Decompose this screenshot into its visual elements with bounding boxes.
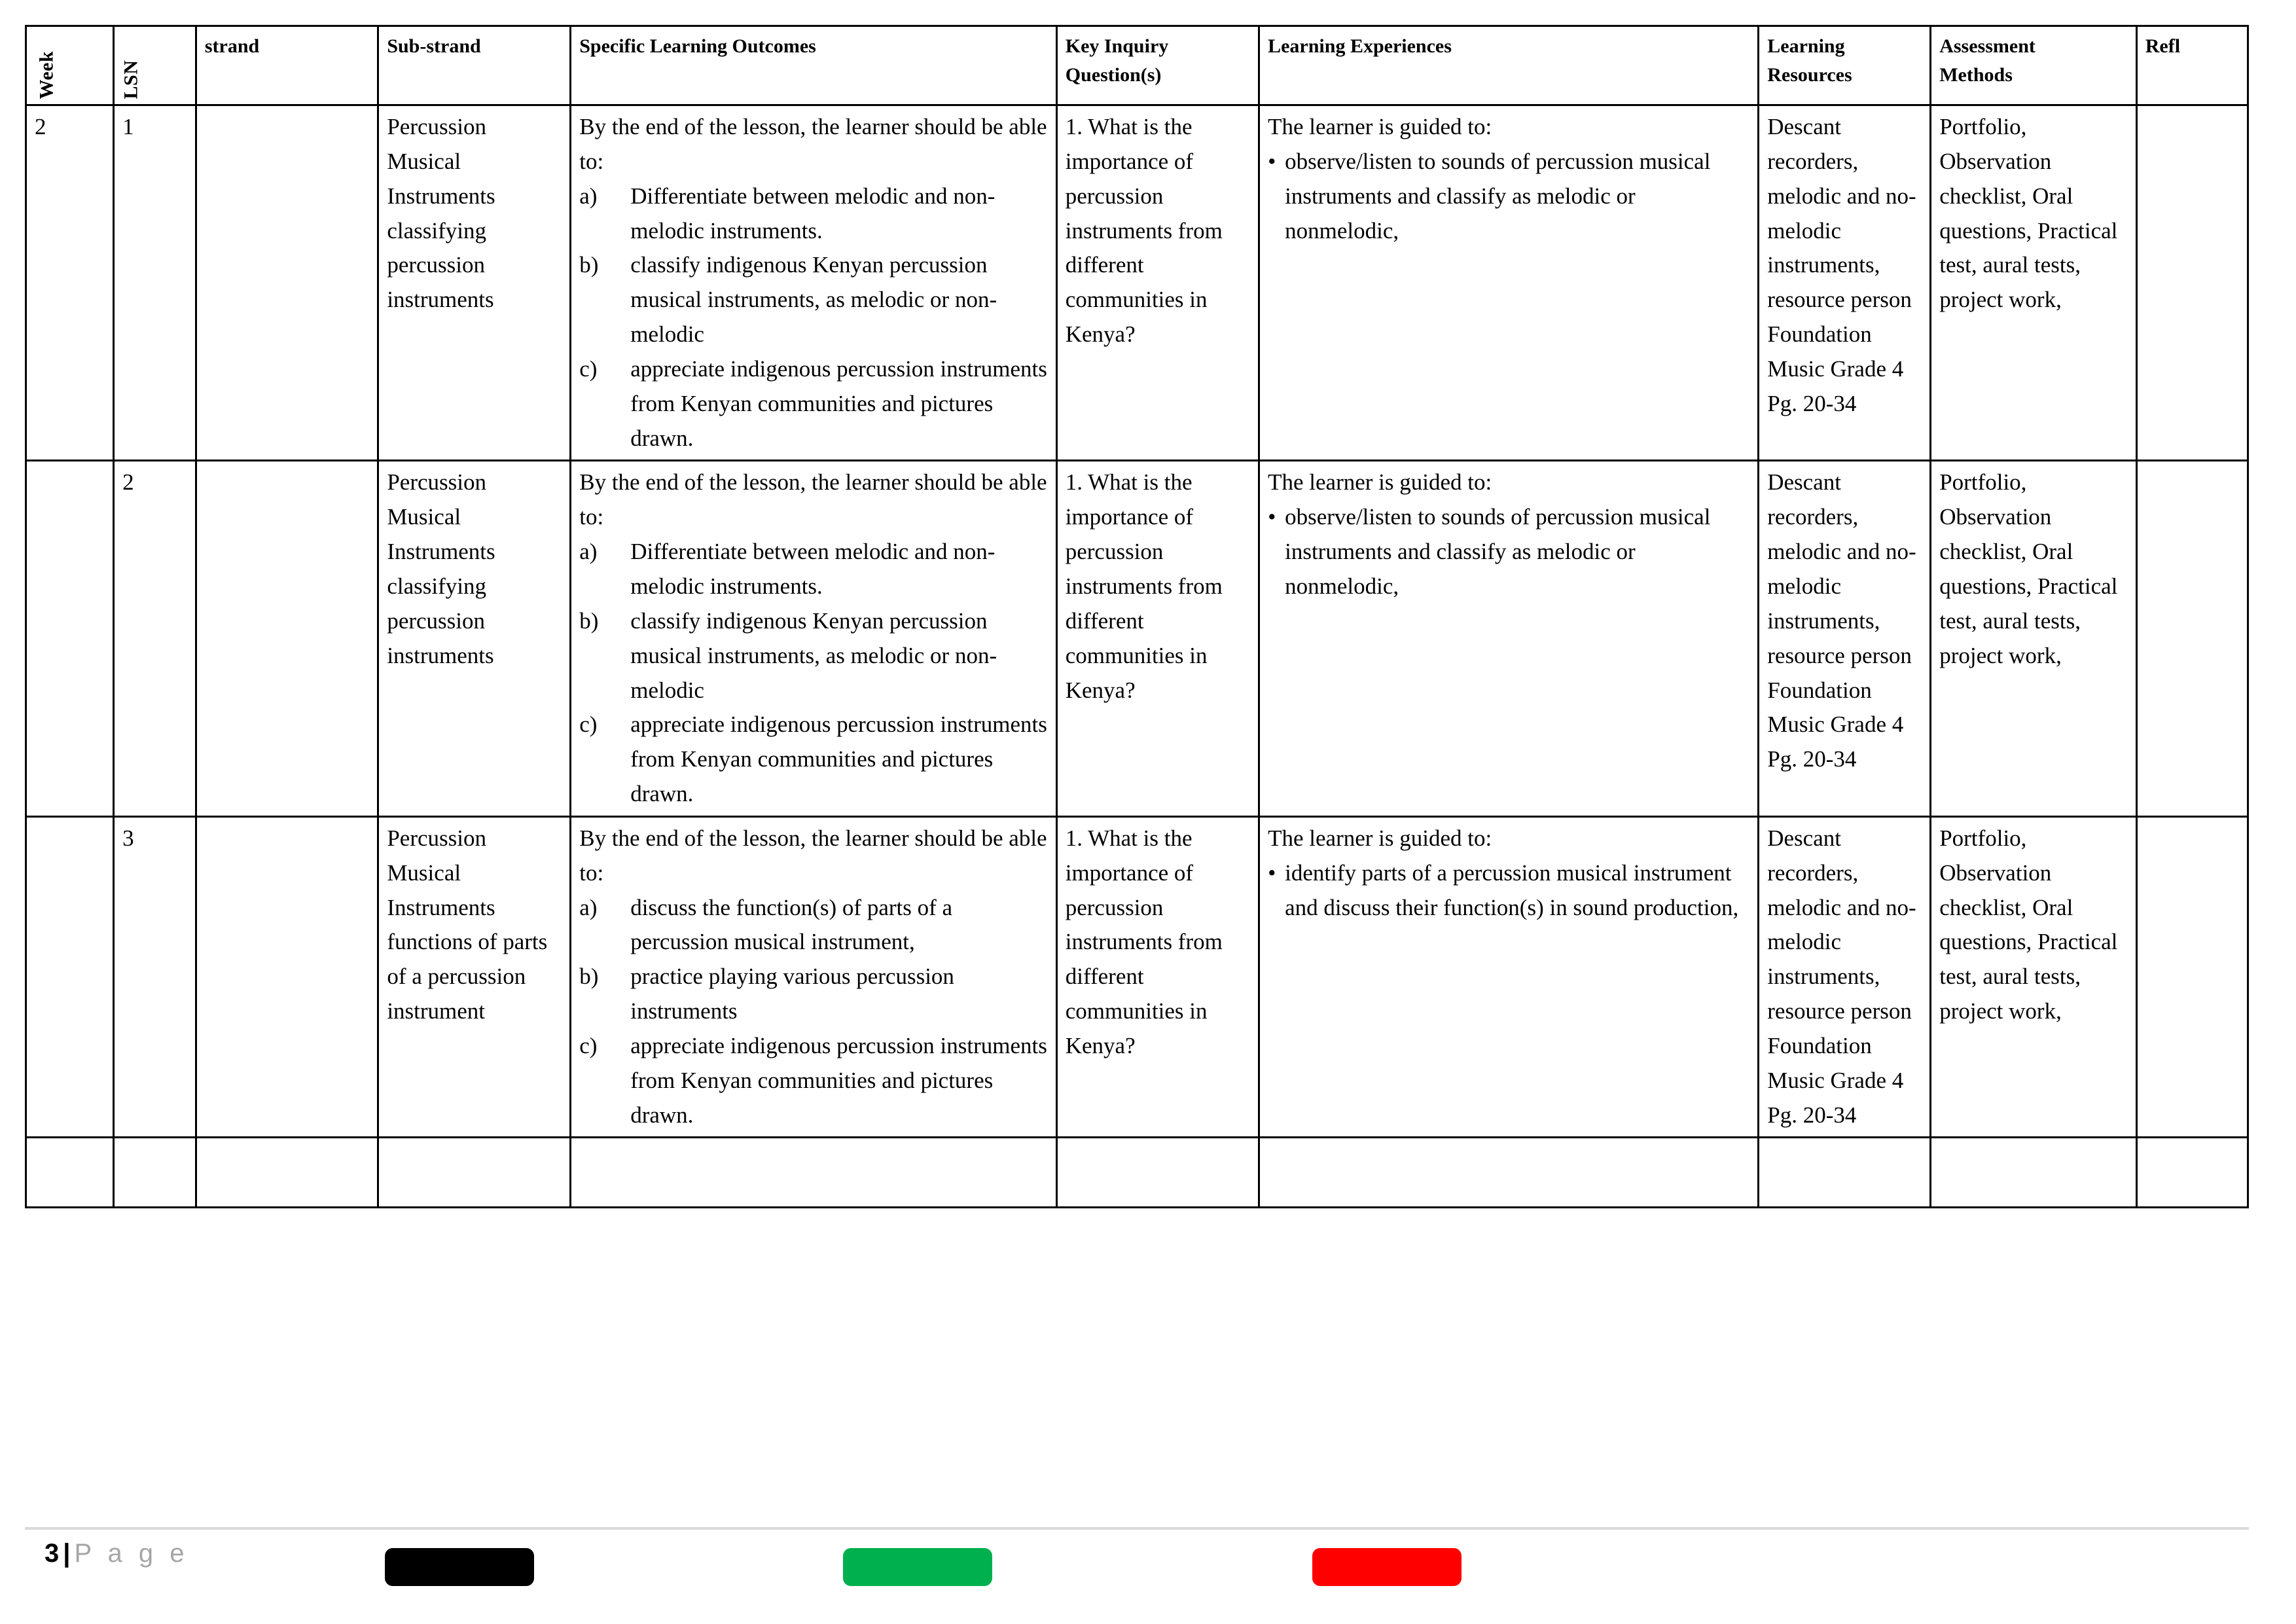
learning-experiences-intro: The learner is guided to: (1268, 469, 1492, 496)
cell-refl (2136, 816, 2248, 1138)
learning-experiences-intro: The learner is guided to: (1268, 825, 1492, 851)
slo-marker: a) (579, 183, 598, 209)
column-header-specific-learning-outcomes: Specific Learning Outcomes (571, 26, 1057, 105)
cell-lsn: 3 (114, 816, 196, 1138)
slo-text: classify indigenous Kenyan percussion musical instruments, as melodic or non-melodic (630, 252, 997, 348)
column-header-assessment-line1: Assessment (1939, 35, 2036, 57)
column-header-lsn-label: LSN (120, 60, 142, 99)
page-footer (0, 1535, 2296, 1624)
cell-strand (196, 1138, 378, 1208)
slo-list (579, 891, 1049, 1133)
slo-list-item (579, 352, 1049, 456)
cell-assessment-methods: Portfolio, Observation checklist, Oral questions, Practical test, aural tests, project work, (1931, 105, 2137, 461)
footer-divider (25, 1527, 2249, 1530)
cell-refl (2136, 1138, 2248, 1208)
column-header-assessment-line2: Methods (1939, 63, 2013, 86)
column-header-learning-experiences: Learning Experiences (1259, 26, 1759, 105)
footer-bar-black (385, 1548, 534, 1586)
column-header-week (26, 26, 114, 105)
column-header-sub-strand: Sub-strand (378, 26, 571, 105)
cell-key-inquiry-question: 1. What is the importance of percussion instruments from different communities in Kenya? (1056, 816, 1259, 1138)
cell-assessment-methods (1931, 1138, 2137, 1208)
learning-experience-item (1268, 145, 1751, 249)
slo-list-item (579, 708, 1049, 812)
slo-intro: By the end of the lesson, the learner should be able to: (579, 469, 1047, 530)
slo-marker: c) (579, 1032, 598, 1058)
learning-experience-text: identify parts of a percussion musical instrument and discuss their function(s) in sound production, (1285, 859, 1739, 920)
slo-list-item (579, 1029, 1049, 1133)
cell-learning-resources: Descant recorders, melodic and no-melodic instruments, resource person Foundation Music Grade 4 Pg. 20-34 (1759, 461, 1931, 816)
slo-list (579, 535, 1049, 812)
cell-specific-learning-outcomes (571, 461, 1057, 816)
slo-text: appreciate indigenous percussion instruments from Kenyan communities and pictures drawn. (630, 355, 1047, 451)
slo-intro: By the end of the lesson, the learner should be able to: (579, 825, 1047, 886)
slo-list-item (579, 960, 1049, 1029)
cell-learning-resources: Descant recorders, melodic and no-melodic instruments, resource person Foundation Music Grade 4 Pg. 20-34 (1759, 816, 1931, 1138)
table-header-row (26, 26, 2248, 105)
cell-week (26, 816, 114, 1138)
slo-marker: c) (579, 712, 598, 738)
cell-week (26, 461, 114, 816)
cell-refl (2136, 105, 2248, 461)
page-word: P a g e (74, 1539, 189, 1568)
learning-experiences-list (1268, 856, 1751, 926)
cell-sub-strand: Percussion Musical Instruments classifying percussion instruments (378, 461, 571, 816)
cell-strand (196, 461, 378, 816)
learning-experience-item (1268, 500, 1751, 604)
slo-text: discuss the function(s) of parts of a percussion musical instrument, (630, 894, 953, 955)
cell-key-inquiry-question (1056, 1138, 1259, 1208)
slo-list-item (579, 891, 1049, 960)
slo-text: appreciate indigenous percussion instruments from Kenyan communities and pictures drawn. (630, 1032, 1047, 1128)
cell-sub-strand: Percussion Musical Instruments classifying percussion instruments (378, 105, 571, 461)
slo-list-item (579, 248, 1049, 352)
learning-experiences-list (1268, 145, 1751, 249)
bullet-icon: • (1268, 859, 1276, 886)
cell-lsn: 1 (114, 105, 196, 461)
slo-list-item (579, 604, 1049, 708)
slo-marker: c) (579, 355, 598, 382)
scheme-of-work-table (25, 25, 2249, 1208)
slo-marker: b) (579, 607, 599, 634)
column-header-key-inquiry-questions (1056, 26, 1259, 105)
cell-specific-learning-outcomes (571, 816, 1057, 1138)
cell-learning-resources (1759, 1138, 1931, 1208)
cell-key-inquiry-question: 1. What is the importance of percussion instruments from different communities in Kenya? (1056, 105, 1259, 461)
cell-learning-experiences (1259, 1138, 1759, 1208)
cell-assessment-methods: Portfolio, Observation checklist, Oral questions, Practical test, aural tests, project work, (1931, 816, 2137, 1138)
slo-text: Differentiate between melodic and non-melodic instruments. (630, 539, 996, 599)
slo-text: practice playing various percussion instruments (630, 964, 954, 1024)
cell-specific-learning-outcomes (571, 105, 1057, 461)
learning-experience-text: observe/listen to sounds of percussion musical instruments and classify as melodic or nonmelodic, (1285, 148, 1711, 244)
cell-sub-strand: Percussion Musical Instruments functions of parts of a percussion instrument (378, 816, 571, 1138)
column-header-learning-resources: Learning Resources (1759, 26, 1931, 105)
table-body (26, 105, 2248, 1208)
bullet-icon: • (1268, 504, 1276, 530)
column-header-lsn (114, 26, 196, 105)
slo-list-item (579, 179, 1049, 249)
column-header-assessment-methods (1931, 26, 2137, 105)
cell-strand (196, 105, 378, 461)
column-header-refl: Refl (2136, 26, 2248, 105)
page-separator: | (63, 1539, 71, 1568)
table-row (26, 105, 2248, 461)
learning-experience-text: observe/listen to sounds of percussion musical instruments and classify as melodic or nonmelodic, (1285, 504, 1711, 599)
slo-list-item (579, 535, 1049, 604)
slo-marker: b) (579, 964, 599, 990)
column-header-week-label: Week (35, 50, 58, 99)
footer-bar-green (843, 1548, 992, 1586)
footer-bar-red (1312, 1548, 1462, 1586)
cell-learning-experiences (1259, 816, 1759, 1138)
column-header-key-inquiry-line1: Key Inquiry (1065, 35, 1169, 57)
slo-list (579, 179, 1049, 456)
cell-learning-resources: Descant recorders, melodic and no-melodic instruments, resource person Foundation Music Grade 4 Pg. 20-34 (1759, 105, 1931, 461)
slo-marker: a) (579, 894, 598, 920)
slo-marker: a) (579, 539, 598, 565)
learning-experience-item (1268, 856, 1751, 926)
slo-text: Differentiate between melodic and non-melodic instruments. (630, 183, 996, 244)
cell-lsn (114, 1138, 196, 1208)
column-header-key-inquiry-line2: Question(s) (1065, 63, 1162, 86)
column-header-strand: strand (196, 26, 378, 105)
cell-week (26, 1138, 114, 1208)
cell-lsn: 2 (114, 461, 196, 816)
learning-experiences-intro: The learner is guided to: (1268, 114, 1492, 139)
learning-experiences-list (1268, 500, 1751, 604)
table-row (26, 461, 2248, 816)
cell-assessment-methods: Portfolio, Observation checklist, Oral questions, Practical test, aural tests, project work, (1931, 461, 2137, 816)
cell-learning-experiences (1259, 105, 1759, 461)
page-number: 3 (45, 1539, 60, 1568)
cell-refl (2136, 461, 2248, 816)
cell-specific-learning-outcomes (571, 1138, 1057, 1208)
table-row (26, 816, 2248, 1138)
cell-week: 2 (26, 105, 114, 461)
table-row-empty (26, 1138, 2248, 1208)
cell-key-inquiry-question: 1. What is the importance of percussion instruments from different communities in Kenya? (1056, 461, 1259, 816)
slo-marker: b) (579, 252, 599, 278)
slo-text: classify indigenous Kenyan percussion musical instruments, as melodic or non-melodic (630, 607, 997, 703)
cell-sub-strand (378, 1138, 571, 1208)
slo-intro: By the end of the lesson, the learner should be able to: (579, 114, 1047, 174)
page-number-label (45, 1539, 189, 1568)
cell-strand (196, 816, 378, 1138)
cell-learning-experiences (1259, 461, 1759, 816)
bullet-icon: • (1268, 148, 1276, 174)
slo-text: appreciate indigenous percussion instruments from Kenyan communities and pictures drawn. (630, 712, 1047, 807)
